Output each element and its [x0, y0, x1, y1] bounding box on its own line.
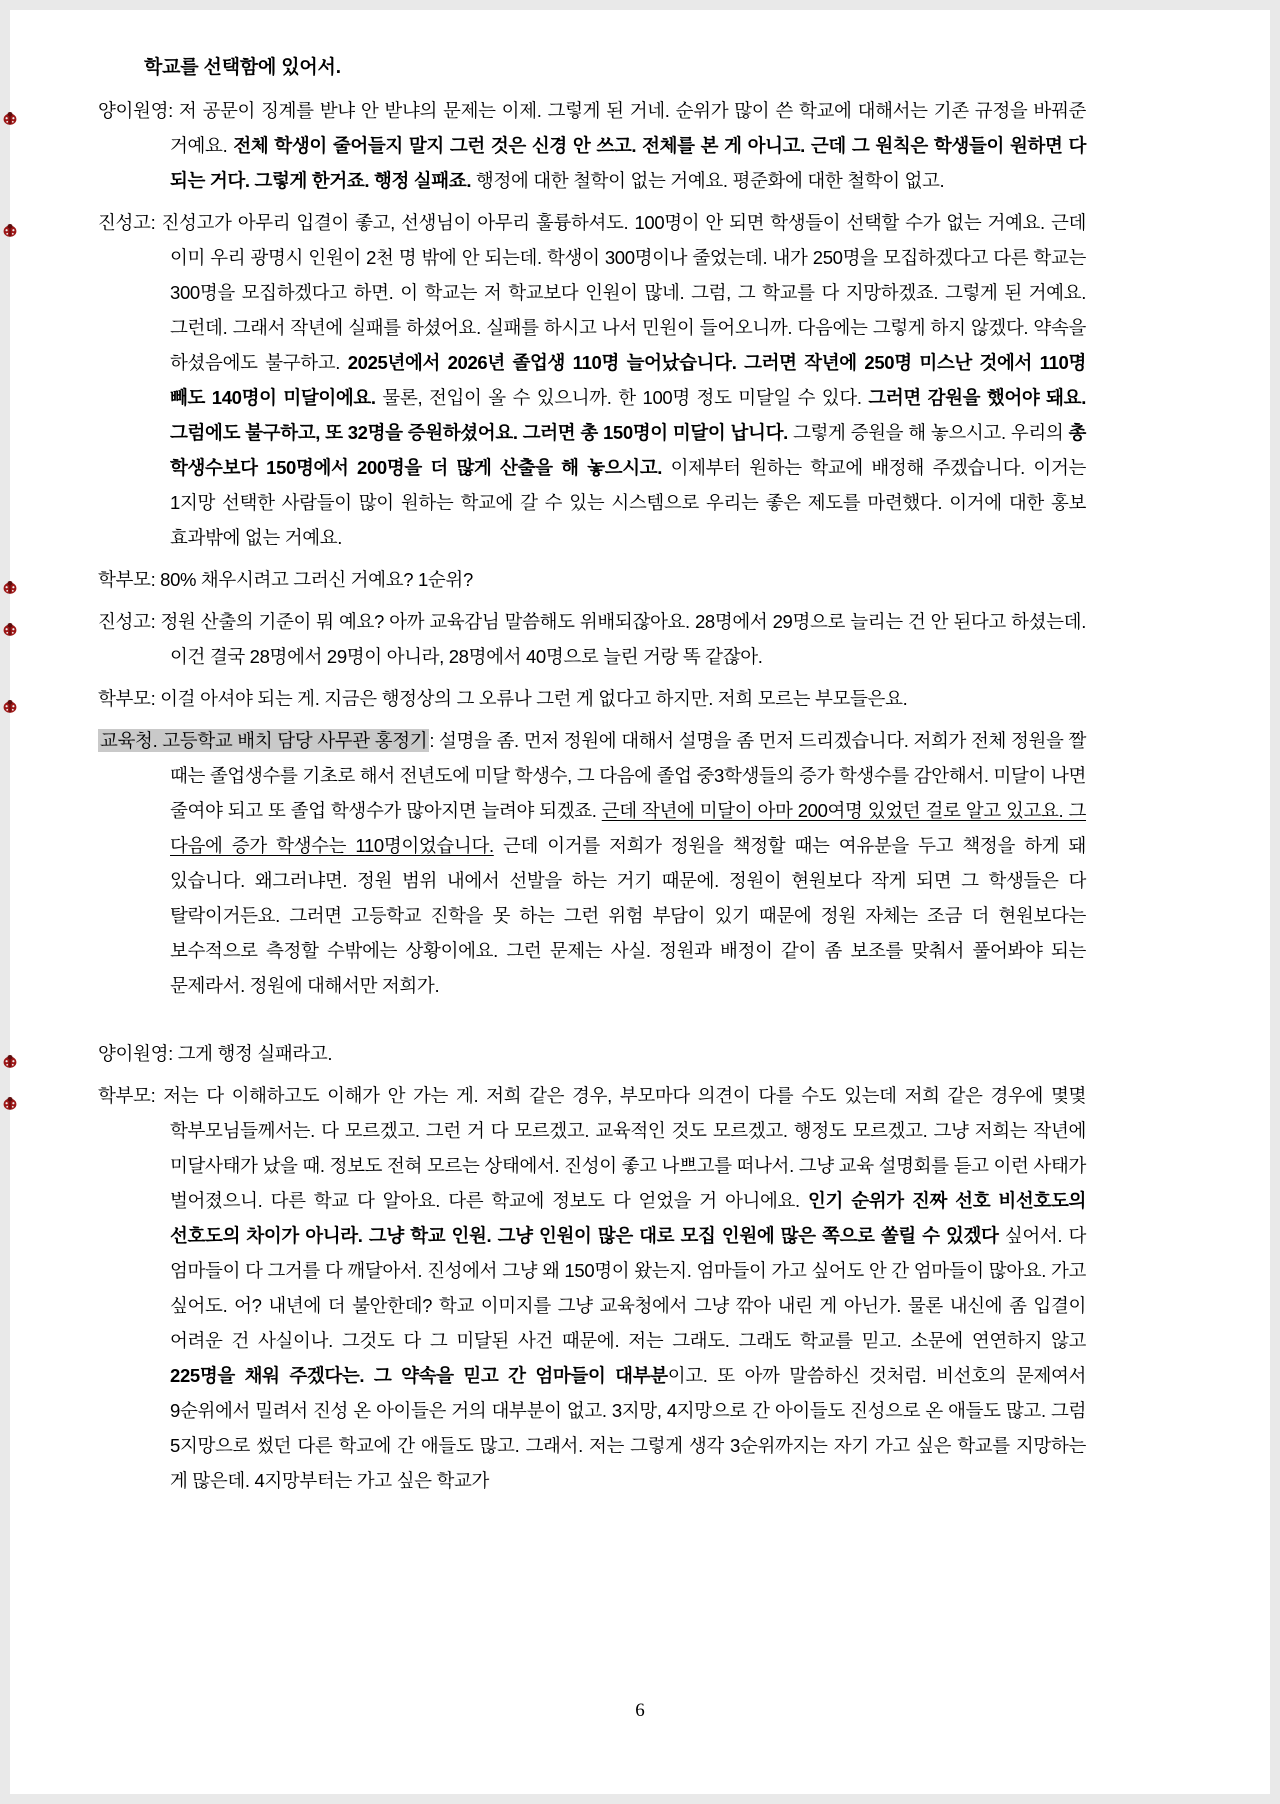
transcript-entry — [72, 562, 1086, 597]
speaker-label: 학부모: — [98, 569, 156, 590]
emphasized-text: 인기 순위가 진짜 선호 비선호도의 선호도의 차이가 아니라. 그냥 학교 인원. 그냥 인원이 많은 대로 모집 인원에 많은 쪽으로 쏠릴 수 있겠다 — [170, 1190, 1086, 1246]
speaker-label: 학부모: — [98, 1085, 156, 1106]
page-edge-right — [1270, 0, 1280, 1804]
body-text: 싶어서. 다 엄마들이 다 그거를 다 깨달아서. 진성에서 그냥 왜 150명이 왔는지. 엄마들이 가고 싶어도 안 간 엄마들이 많아요. 가고 싶어도. 어? 내년에 더 불안한데? 학교 이미지를 그냥 교육청에서 그냥 깎아 내린 게 아닌가. 물론 내신에 좀 입결이 어려운 건 사실이나. 그것도 다 그 미달된 사건 때문에. 저는 그래도. 그래도 학교를 믿고. 소문에 연연하지 않고 — [170, 1225, 1086, 1351]
body-text: 그게 행정 실패라고. — [172, 1043, 333, 1064]
page-number: 6 — [635, 1700, 645, 1721]
emphasized-text: 그러면 감원을 했어야 돼요. 그럼에도 불구하고, 또 32명을 증원하셨어요. 그러면 총 150명이 미달이 납니다. — [170, 387, 1086, 443]
ladybug-bullet-icon — [74, 102, 91, 118]
speaker-label: 진성고: — [98, 611, 156, 632]
transcript-entry — [72, 1036, 1086, 1071]
paragraph-spacer — [72, 1010, 1086, 1036]
transcript-entry — [72, 604, 1086, 674]
emphasized-text: 총 학생수보다 150명에서 200명을 더 많게 산출을 해 놓으시고. — [170, 422, 1086, 478]
page-edge-bottom — [0, 1794, 1280, 1804]
emphasized-text: 전체 학생이 줄어들지 말지 그런 것은 신경 안 쓰고. 전체를 본 게 아니고. 근데 그 원칙은 학생들이 원하면 다 되는 거다. 그렇게 한거죠. 행정 실패죠. — [170, 135, 1086, 191]
transcript-entry — [72, 681, 1086, 716]
transcript-entry — [72, 1078, 1086, 1498]
ladybug-bullet-icon — [74, 1087, 91, 1103]
document-body — [72, 58, 1086, 1505]
ladybug-bullet-icon — [74, 571, 91, 587]
body-text: 그렇게 증원을 해 놓으시고. 우리의 — [787, 422, 1069, 443]
page-title: 학교를 선택함에 있어서. — [144, 57, 341, 78]
page-edge-left — [0, 0, 10, 1804]
body-text: 저는 다 이해하고도 이해가 안 가는 게. 저희 같은 경우, 부모마다 의견이 다를 수도 있는데 저희 같은 경우에 몇몇 학부모님들께서는. 다 모르겠고. 그런 거 다 모르겠고. 교육적인 것도 모르겠고. 행정도 모르겠고. 그냥 저희는 작년에 미달사태가 났을 때. 정보도 전혀 모르는 상태에서. 진성이 좋고 나쁘고를 떠나서. 그냥 교육 설명회를 듣고 이런 사태가 벌어졌으니. 다른 학교 다 알아요. 다른 학교에 정보도 다 얻었을 거 아니에요. — [155, 1085, 1086, 1211]
ladybug-bullet-icon — [74, 1045, 91, 1061]
body-text: 저 공문이 징계를 받냐 안 받냐의 문제는 이제. 그렇게 된 거네. 순위가 많이 쓴 학교에 대해서는 기존 규정을 바꿔준 거예요. — [170, 100, 1086, 156]
speaker-label: 양이원영: — [98, 100, 173, 121]
body-text: 행정에 대한 철학이 없는 거예요. 평준화에 대한 철학이 없고. — [471, 170, 945, 191]
body-text: 이걸 아셔야 되는 게. 지금은 행정상의 그 오류나 그런 게 없다고 하지만. 저희 모르는 부모들은요. — [155, 688, 908, 709]
body-text: : 설명을 좀. 먼저 정원에 대해서 설명을 좀 먼저 드리겠습니다. 저희가 전체 정원을 짤 때는 졸업생수를 기초로 해서 전년도에 미달 학생수, 그 다음에 졸업 중3학생들의 증가 학생수를 감안해서. 미달이 나면 줄여야 되고 또 졸업 학생수가 많아지면 늘려야 되겠죠. — [170, 730, 1086, 821]
ladybug-bullet-icon — [74, 690, 91, 706]
underlined-text: 근데 작년에 미달이 아마 200여명 있었던 걸로 알고 있고요. 그 다음에 증가 학생수는 110명이었습니다. — [170, 800, 1087, 856]
speaker-label: 양이원영: — [98, 1043, 173, 1064]
speaker-label: 진성고: — [98, 212, 156, 233]
transcript-entry — [72, 93, 1086, 198]
body-text: 80% 채우시려고 그러신 거예요? 1순위? — [155, 569, 473, 590]
body-text: 이고. 또 아까 말씀하신 것처럼. 비선호의 문제여서 9순위에서 밀려서 진성 온 아이들은 거의 대부분이 없고. 3지망, 4지망으로 간 아이들도 진성으로 온 애들도 많고. 그럼 5지망으로 썼던 다른 학교에 간 애들도 많고. 그래서. 저는 그렇게 생각 3순위까지는 자기 가고 싶은 학교를 지망하는 게 많은데. 4지망부터는 가고 싶은 학교가 — [170, 1365, 1087, 1491]
body-text: 물론, 전입이 올 수 있으니까. 한 100명 정도 미달일 수 있다. — [375, 387, 869, 408]
page-edge-top — [0, 0, 1280, 10]
body-text: 진성고가 아무리 입결이 좋고, 선생님이 아무리 훌륭하셔도. 100명이 안 되면 학생들이 선택할 수가 없는 거예요. 근데 이미 우리 광명시 인원이 2천 명 밖에 안 되는데. 학생이 300명이나 줄었는데. 내가 250명을 모집하겠다고 다른 학교는 300명을 모집하겠다고 하면. 이 학교는 저 학교보다 인원이 많네. 그럼, 그 학교를 다 지망하겠죠. 그렇게 된 거예요. 그런데. 그래서 작년에 실패를 하셨어요. 실패를 하시고 나서 민원이 들어오니까. 다음에는 그렇게 하지 않겠다. 약속을 하셨음에도 불구하고. — [155, 212, 1086, 373]
transcript-entry — [72, 205, 1086, 555]
body-text: 정원 산출의 기준이 뭐 예요? 아까 교육감님 말씀해도 위배되잖아요. 28명에서 29명으로 늘리는 건 안 된다고 하셨는데. 이건 결국 28명에서 29명이 아니라, 28명에서 40명으로 늘린 거랑 똑 같잖아. — [155, 611, 1086, 667]
emphasized-text: 2025년에서 2026년 졸업생 110명 늘어났습니다. 그러면 작년에 250명 미스난 것에서 110명 빼도 140명이 미달이에요. — [170, 352, 1086, 408]
ladybug-bullet-icon — [74, 613, 91, 629]
speaker-label-highlighted: 교육청. 고등학교 배치 담당 사무관 홍정기 — [100, 730, 428, 751]
emphasized-text: 225명을 채워 주겠다는. 그 약속을 믿고 간 엄마들이 대부분 — [170, 1365, 668, 1386]
ladybug-bullet-icon — [74, 214, 91, 230]
speaker-label: 학부모: — [98, 688, 156, 709]
transcript-entry-list — [72, 93, 1086, 1498]
transcript-entry — [72, 723, 1086, 1003]
body-text: 근데 이거를 저희가 정원을 책정할 때는 여유분을 두고 책정을 하게 돼 있습니다. 왜그러냐면. 정원 범위 내에서 선발을 하는 거기 때문에. 정원이 현원보다 작게 되면 그 학생들은 다 탈락이거든요. 그러면 고등학교 진학을 못 하는 그런 위험 부담이 있기 때문에 정원 자체는 조금 더 현원보다는 보수적으로 측정할 수밖에는 상황이에요. 그런 문제는 사실. 정원과 배정이 같이 좀 보조를 맞춰서 풀어봐야 되는 문제라서. 정원에 대해서만 저희가. — [170, 835, 1087, 996]
body-text: 이제부터 원하는 학교에 배정해 주겠습니다. 이거는 1지망 선택한 사람들이 많이 원하는 학교에 갈 수 있는 시스템으로 우리는 좋은 제도를 마련했다. 이거에 대한 홍보 효과밖에 없는 거예요. — [170, 457, 1086, 548]
